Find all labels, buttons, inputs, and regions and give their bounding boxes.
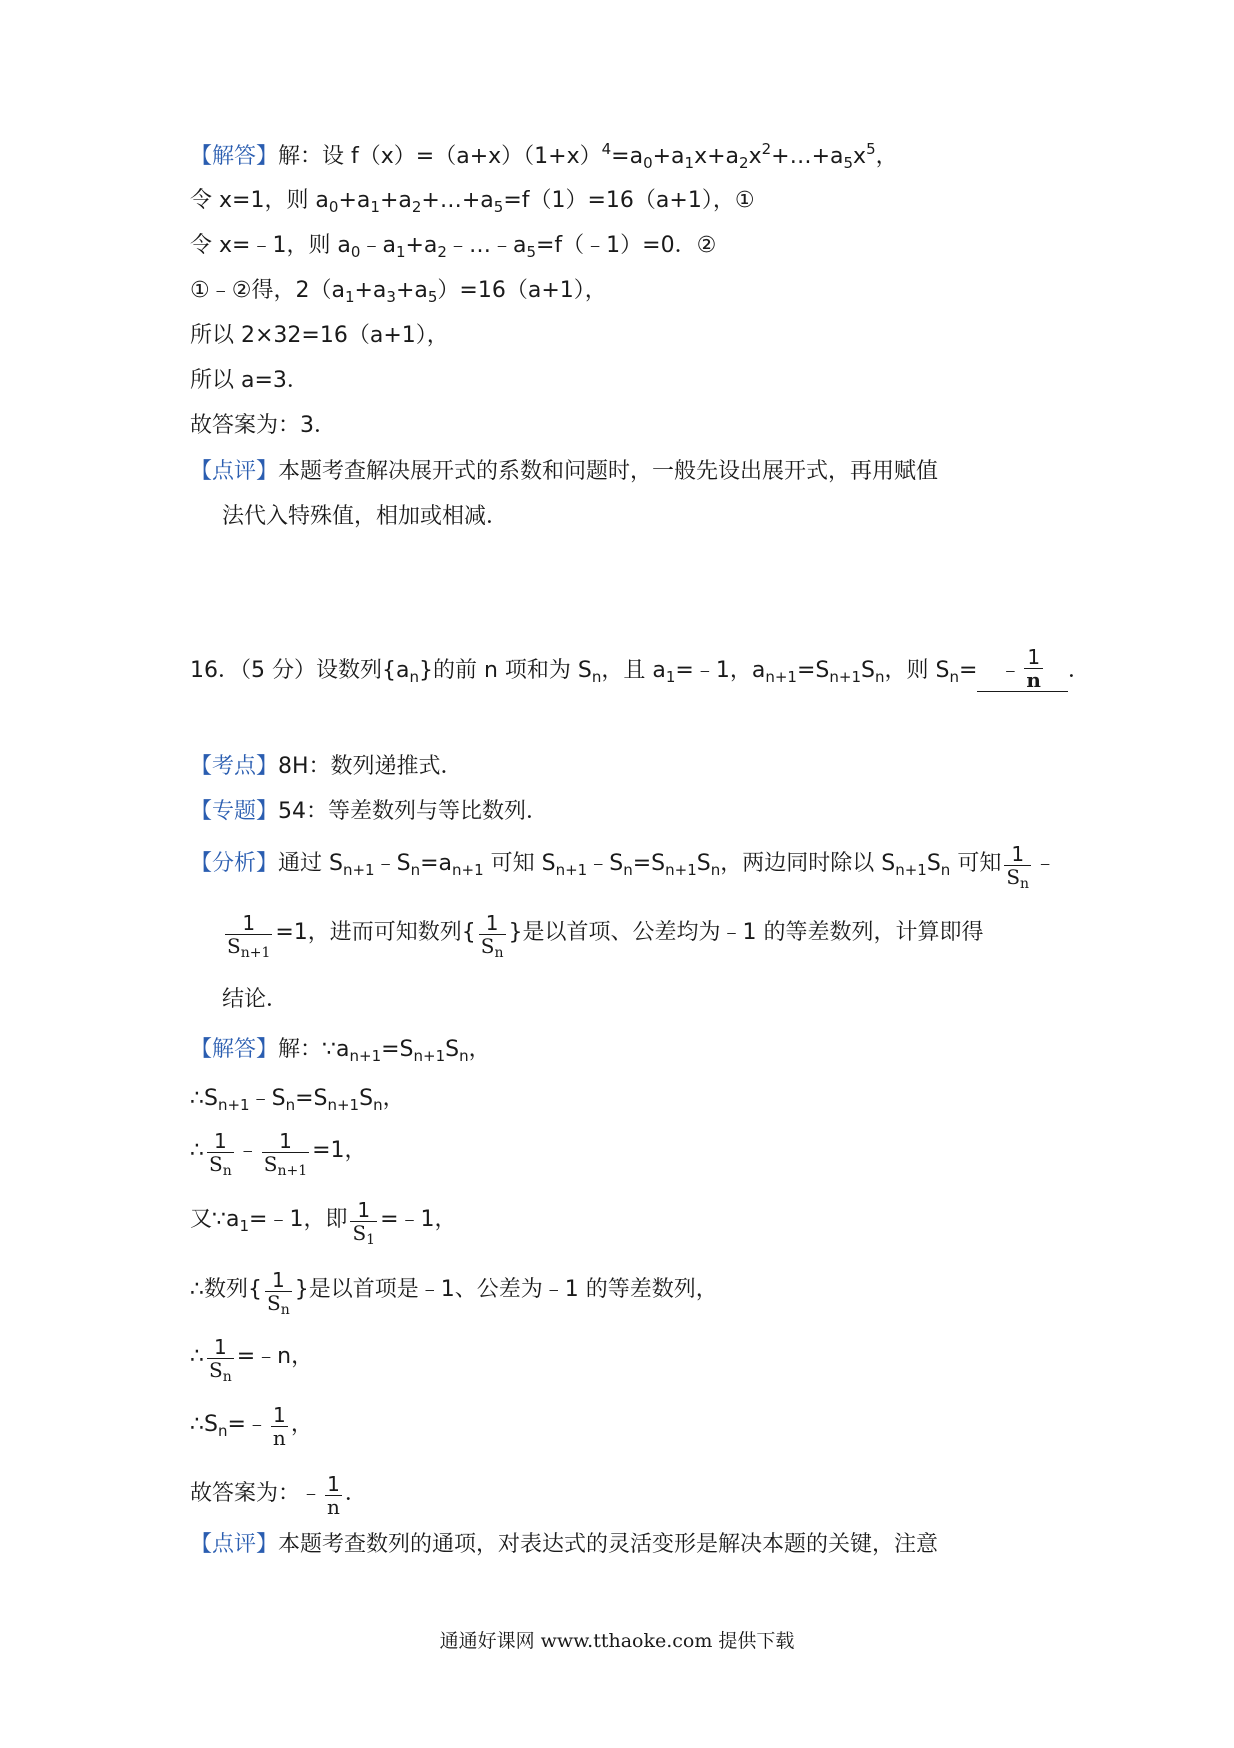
p16-solution-line2: ∴ $\frac{1}{S_n}$ ﹣ $\frac{1}{S_{n+1}}$ =1，: [190, 1129, 367, 1179]
p16-fenxi-line3: 结论．: [222, 987, 289, 1012]
tag-zhuanti: 【专题】: [190, 799, 279, 824]
p15-line5: 所以 2×32=16（a+1），: [190, 323, 449, 348]
p16-kaodian: 【考点】8H：数列递推式．: [190, 754, 463, 779]
p16-solution-line0: 【解答】解：$\because a_{n+1}=S_{n+1}S_n$，: [190, 1037, 491, 1065]
tag-comment: 【点评】: [190, 459, 279, 484]
p15-line3: 令 x=﹣1，则 $a_0﹣a_1+a_2﹣\dots﹣a_5=f(﹣1)=0$．②: [190, 233, 717, 261]
p16-solution-line4: ∴数列{ $\frac{1}{S_n}$ }是以首项是﹣1、公差为﹣1 的等差数列，: [190, 1268, 718, 1318]
tag-solution: 【解答】: [190, 144, 279, 169]
p16-comment: 【点评】本题考查数列的通项，对表达式的灵活变形是解决本题的关键，注意: [190, 1532, 939, 1557]
tag-fenxi: 【分析】: [190, 851, 279, 876]
p15-line2: 令 x=1，则 $a_0+a_1+a_2+\dots+a_5=f(1)=16(a+1)$，①: [190, 188, 755, 216]
p15-solution-line1: 【解答】解：设 $f(x)=(a+x)(1+x)^4=a_0+a_1x+a_2x^2+\dots+a_5x^5$，: [190, 140, 898, 172]
p16-question: 16．（5 分）设数列$\{a_n\}$的前 n 项和为 $S_n$，且 $a_1=﹣1$，$a_{n+1}=S_{n+1}S_n$，则 $S_n=$ ﹣ $\frac{1}{n}$ ．: [190, 645, 1090, 692]
p16-fenxi-line1: 【分析】通过 $S_{n+1}﹣S_n=a_{n+1}$ 可知 $S_{n+1}﹣S_n=S_{n+1}S_n$，两边同时除以 $S_{n+1}S_n$ 可知 $\frac{1}{S_n}$ ﹣: [190, 842, 1057, 892]
p16-fenxi-line2: $\frac{1}{S_{n+1}}$ =1，进而可知数列{ $\frac{1}{S_n}$ }是以首项、公差均为﹣1 的等差数列，计算即得: [227, 911, 984, 961]
p15-answer: 故答案为：3．: [190, 413, 336, 438]
p16-solution-line1: $\therefore S_{n+1}﹣S_n=S_{n+1}S_n$，: [190, 1086, 405, 1114]
p16-zhuanti: 【专题】54：等差数列与等比数列．: [190, 799, 549, 824]
p16-solution-line6: $\therefore S_n=﹣$ $\frac{1}{n}$ ，: [190, 1403, 313, 1450]
tag-comment-16: 【点评】: [190, 1532, 279, 1557]
page-footer: 通通好课网 www.tthaoke.com 提供下载: [439, 1630, 795, 1652]
p16-answer: 故答案为：﹣ $\frac{1}{n}$ ．: [190, 1472, 367, 1519]
p16-solution-line5: ∴ $\frac{1}{S_n}$ =﹣n，: [190, 1335, 314, 1385]
answer-blank: ﹣ $\frac{1}{n}$: [977, 646, 1068, 692]
p16-solution-line3: 又$\because a_1=﹣1$，即 $\frac{1}{S_1}$ =﹣1，: [190, 1198, 457, 1248]
tag-solution-16: 【解答】: [190, 1037, 279, 1062]
p15-line6: 所以 a=3．: [190, 368, 309, 393]
p15-line4: ①﹣②得，$2(a_1+a_3+a_5)=16(a+1)$，: [190, 278, 607, 306]
tag-kaodian: 【考点】: [190, 754, 279, 779]
p15-comment-cont: 法代入特殊值，相加或相减．: [222, 504, 509, 529]
p15-comment: 【点评】本题考查解决展开式的系数和问题时，一般先设出展开式，再用赋值: [190, 459, 939, 484]
